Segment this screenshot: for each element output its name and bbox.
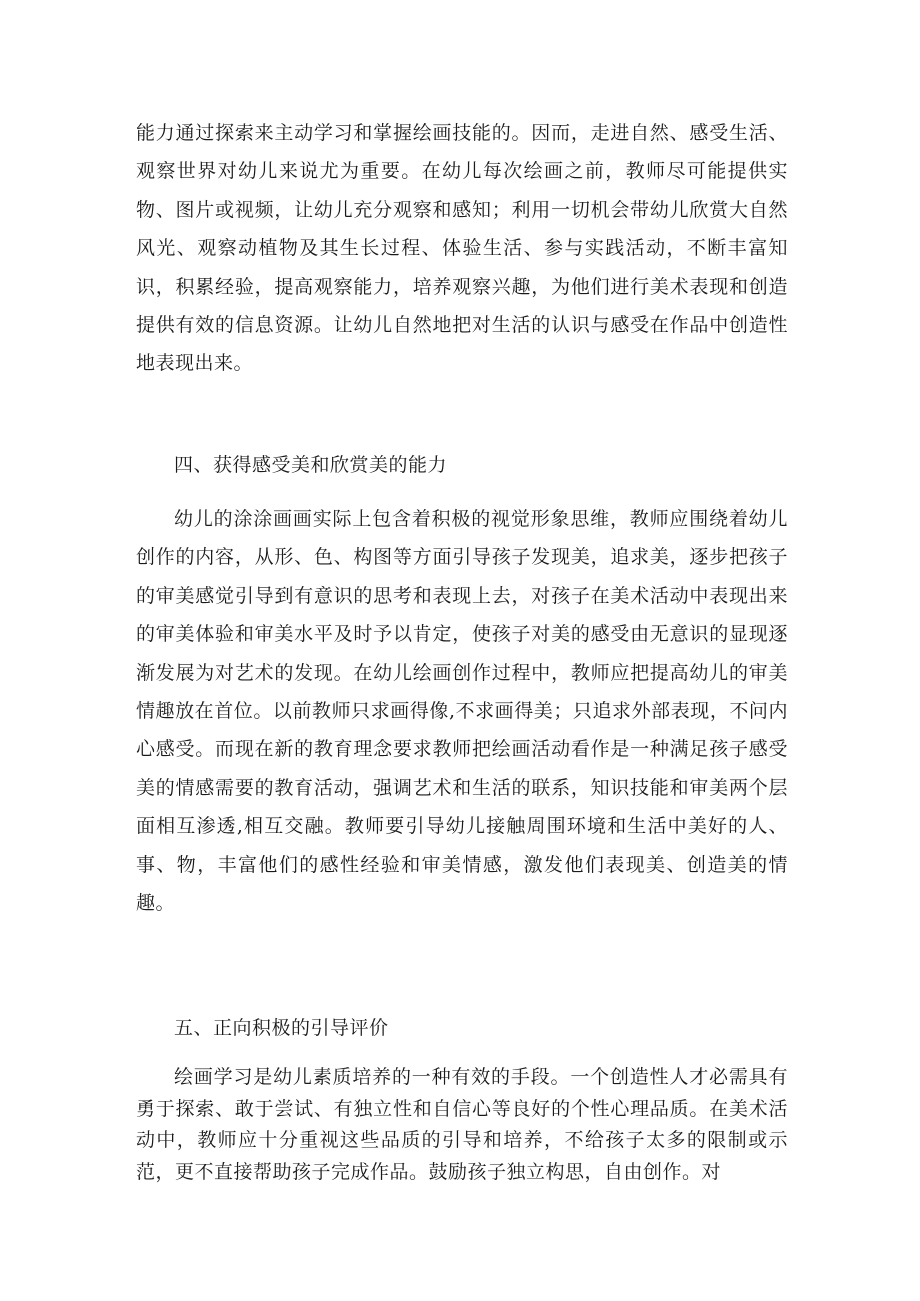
paragraph-aesthetic: 幼儿的涂涂画画实际上包含着积极的视觉形象思维，教师应围绕着幼儿创作的内容，从形、色、构图等方面引导孩子发现美，追求美，逐步把孩子的审美感觉引导到有意识的思考和表现上去，对孩子在美术活动中表现出来的审美体验和审美水平及时予以肯定，使孩子对美的感受由无意识的显现逐渐发展为对艺术的发现。在幼儿绘画创作过程中，教师应把提高幼儿的审美情趣放在首位。以前教师只求画得像,不求画得美；只追求外部表现，不问内心感受。而现在新的教育理念要求教师把绘画活动看作是一种满足孩子感受美的情感需要的教育活动，强调艺术和生活的联系，知识技能和审美两个层面相互渗透,相互交融。教师要引导幼儿接触周围环境和生活中美好的人、事、物，丰富他们的感性经验和审美情感，激发他们表现美、创造美的情趣。 [136,508,788,915]
section-heading-5: 五、正向积极的引导评价 [174,1017,389,1039]
paragraph-observation: 能力通过探索来主动学习和掌握绘画技能的。因而，走进自然、感受生活、观察世界对幼儿来说尤为重要。在幼儿每次绘画之前，教师尽可能提供实物、图片或视频，让幼儿充分观察和感知；利用一切机会带幼儿欣赏大自然风光、观察动植物及其生长过程、体验生活、参与实践活动，不断丰富知识，积累经验，提高观察能力，培养观察兴趣，为他们进行美术表现和创造提供有效的信息资源。让幼儿自然地把对生活的认识与感受在作品中创造性地表现出来。 [136,122,788,375]
paragraph-evaluation: 绘画学习是幼儿素质培养的一种有效的手段。一个创造性人才必需具有勇于探索、敢于尝试、有独立性和自信心等良好的个性心理品质。在美术活动中，教师应十分重视这些品质的引导和培养，不给孩子太多的限制或示范，更不直接帮助孩子完成作品。鼓励孩子独立构思，自由创作。对 [136,1066,788,1183]
section-heading-4: 四、获得感受美和欣赏美的能力 [174,454,448,476]
